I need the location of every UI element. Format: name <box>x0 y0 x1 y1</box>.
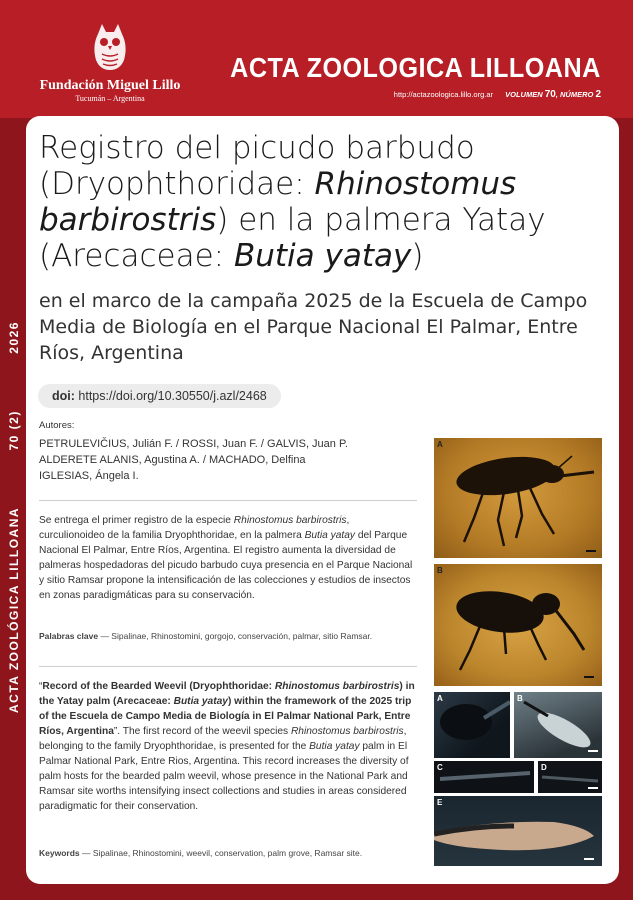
article-card <box>26 116 619 884</box>
volume-info: VOLUMEN 70, NÚMERO 2 <box>505 89 601 100</box>
authors-list <box>39 436 419 484</box>
figure-panel-detail-c <box>434 761 534 793</box>
figure-panel-a <box>434 438 602 558</box>
figure-panel-detail-a <box>434 692 510 758</box>
owl-icon <box>90 22 130 72</box>
panel-label: C <box>437 763 443 772</box>
side-journal: ACTA ZOOLÓGICA LILLOANA <box>7 506 21 713</box>
side-band <box>0 300 28 720</box>
weevil-dorsal-icon <box>434 564 602 686</box>
panel-label: B <box>517 694 523 703</box>
journal-url[interactable]: http://actazoologica.lillo.org.ar <box>393 90 494 99</box>
panel-label: B <box>437 566 443 575</box>
scale-bar <box>584 858 594 860</box>
figure-panel-detail-d <box>538 761 602 793</box>
side-year: 2026 <box>7 321 21 354</box>
keywords-en: Keywords — Sipalinae, Rhinostomini, weevil, conservation, palm grove, Ramsar site. <box>39 848 363 858</box>
journal-url-row <box>394 89 601 100</box>
divider <box>39 500 417 501</box>
abstract-en: “Record of the Bearded Weevil (Dryophthoridae: Rhinostomus barbirostris) in the Yatay palm (Arecaceae: Butia yatay) within the framework of the 2025 trip of the Escuela de Campo Media de Biología in El Palmar National Park, Entre Ríos, Argentina”. The first record of the weevil species Rhinostomus barbirostris, belonging to the family Dryophthoridae, is presented for the Butia yatay palm in El Palmar National Park, Entre Rios, Argentina. This record increases the diversity of palm hosts for the bearded palm weevil, whose presence in the National Park and Ramsar site worths intensifying insect collections and studies in areas considered paradigmatic for their conservation. <box>39 681 415 812</box>
weevil-lateral-icon <box>434 438 602 558</box>
journal-header <box>0 0 633 118</box>
panel-label: A <box>437 694 443 703</box>
foundation-name: Fundación Miguel Lillo <box>39 78 181 93</box>
fundacion-logo <box>30 22 190 104</box>
leg-detail-icon <box>434 761 534 793</box>
authors-label: Autores: <box>39 420 75 431</box>
scale-bar <box>588 750 598 752</box>
doi-badge[interactable]: doi: https://doi.org/10.30550/j.azl/2468 <box>38 384 281 408</box>
beard-detail-icon <box>434 796 602 866</box>
figure-panel-detail-e <box>434 796 602 866</box>
figure-panel-detail-b <box>514 692 602 758</box>
panel-label: A <box>437 440 443 449</box>
side-volume: 70 (2) <box>7 410 21 451</box>
journal-title: ACTA ZOOLOGICA LILLOANA <box>230 52 601 83</box>
authors-line: PETRULEVIČIUS, Julián F. / ROSSI, Juan F. / GALVIS, Juan P. <box>39 438 348 450</box>
article-title: Registro del picudo barbudo (Dryophthoridae: Rhinostomus barbirostris) en la palmera Yatay (Arecaceae: Butia yatay) <box>39 130 546 274</box>
scale-bar <box>584 676 594 678</box>
doi-link[interactable]: https://doi.org/10.30550/j.azl/2468 <box>78 389 267 403</box>
authors-line: IGLESIAS, Ángela I. <box>39 470 139 482</box>
panel-label: E <box>437 798 443 807</box>
article-subtitle: en el marco de la campaña 2025 de la Escuela de Campo Media de Biología en el Parque Nacional El Palmar, Entre Ríos, Argentina <box>39 290 588 364</box>
antenna-detail-icon <box>514 692 602 758</box>
keywords-es: Palabras clave — Sipalinae, Rhinostomini, gorgojo, conservación, palmar, sitio Ramsar. <box>39 631 373 641</box>
figure-panel-b <box>434 564 602 686</box>
divider <box>39 666 417 667</box>
abstract-es: Se entrega el primer registro de la especie Rhinostomus barbirostris, curculionoideo de la familia Dryophthoridae, en la palmera Butia yatay del Parque Nacional El Palmar, Entre Ríos, Argentina. El registro aumenta la diversidad de palmeras hospedadoras del picudo barbudo cuya presencia en el Parque Nacional y sitio Ramsar propone la intensificación de las colecciones y estudios de insectos en zonas paradigmáticas para su conservación. <box>39 515 413 601</box>
scale-bar <box>586 550 596 552</box>
side-band-text <box>7 321 21 713</box>
rostrum-detail-icon <box>434 692 510 758</box>
panel-label: D <box>541 763 547 772</box>
authors-line: ALDERETE ALANIS, Agustina A. / MACHADO, Delfina <box>39 454 306 466</box>
scale-bar <box>588 787 598 789</box>
foundation-place: Tucumán – Argentina <box>75 94 145 103</box>
